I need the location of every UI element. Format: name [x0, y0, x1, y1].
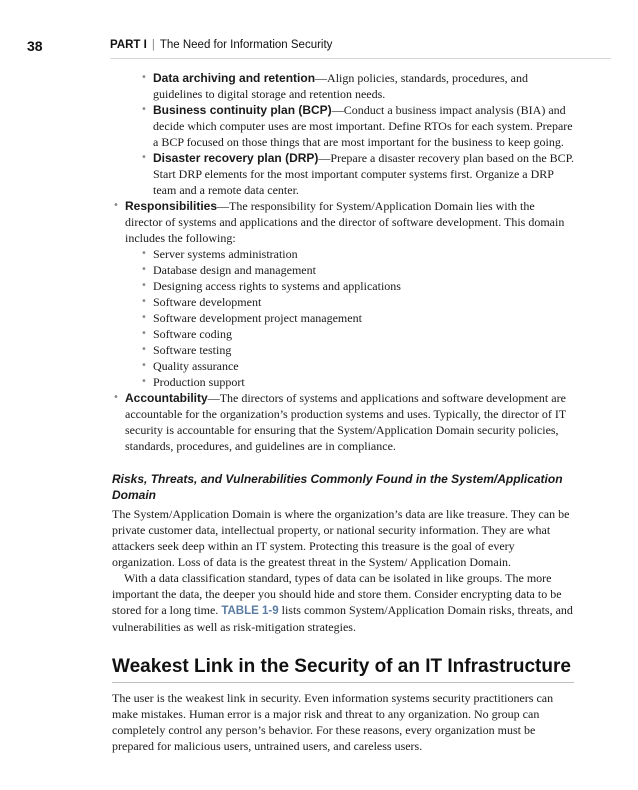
table-reference-link[interactable]: TABLE 1-9 — [221, 605, 279, 617]
bullet-icon: • — [141, 328, 147, 339]
bullet-icon: • — [141, 72, 147, 83]
list-item — [140, 246, 574, 262]
responsibilities-sublist — [125, 246, 574, 390]
list-item — [140, 374, 574, 390]
risks-paragraph-2-end: lists common System/Application Domain risks, threats, and vulnerabilities as well as risk-mitigation strategies. — [112, 603, 573, 634]
list-item-text: Database design and management — [153, 263, 316, 277]
list-item-text: Software coding — [153, 327, 232, 341]
risks-paragraph-2-start: With a data classification standard, types of data can be isolated in like groups. The more important the data, the deeper you should hide and store them. Consider encrypting data to be stored for a long time. — [112, 571, 562, 617]
list-item — [140, 310, 574, 326]
bullet-term: Business continuity plan (BCP) — [153, 103, 332, 117]
bullet-term: Data archiving and retention — [153, 71, 316, 85]
list-item-text: Server systems administration — [153, 247, 298, 261]
page-content — [112, 70, 574, 754]
bullet-icon: • — [141, 248, 147, 259]
responsibilities-term: Responsibilities — [125, 199, 218, 213]
bullet-icon: • — [141, 344, 147, 355]
bullet-icon: • — [141, 376, 147, 387]
list-item-responsibilities — [112, 198, 574, 390]
list-item — [140, 262, 574, 278]
risks-subheading: Risks, Threats, and Vulnerabilities Commonly Found in the System/Application Domain — [112, 472, 563, 502]
list-item-text: Quality assurance — [153, 359, 239, 373]
part-label: PART I — [110, 39, 147, 51]
list-item — [140, 294, 574, 310]
risks-paragraph-2 — [112, 570, 574, 635]
list-item — [140, 278, 574, 294]
accountability-term: Accountability — [125, 391, 208, 405]
bullet-text: —Prepare a disaster recovery plan based on the BCP. Start DRP elements for the most important computer systems first. Organize a DRP team and a remote data center. — [153, 151, 574, 197]
section-heading: Weakest Link in the Security of an IT Infrastructure — [112, 656, 574, 683]
list-item-text: Software development — [153, 295, 262, 309]
header-separator: | — [151, 39, 155, 51]
bullet-term: Disaster recovery plan (DRP) — [153, 151, 319, 165]
bullet-icon: • — [141, 312, 147, 323]
weakest-link-paragraph: The user is the weakest link in security. Even information systems security practitioners can make mistakes. Human error is a major risk and threat to any organization. No group can completely control any person’s behavior. For these reasons, every organization must be prepared for malicious users, untrained users, and careless users. — [112, 691, 554, 753]
bullet-text: —Align policies, standards, procedures, and guidelines to digital storage and retention needs. — [153, 71, 528, 101]
running-head — [110, 39, 332, 51]
list-item-accountability — [112, 390, 574, 454]
main-bullet-list — [112, 198, 574, 454]
bullet-icon: • — [113, 392, 119, 403]
list-item — [140, 102, 574, 150]
bullet-text: —Conduct a business impact analysis (BIA) and decide which computer uses are most important. Define RTOs for each system. Prepare a BCP focused on those things that are most important for the business to keep going. — [153, 103, 573, 149]
bullet-icon: • — [141, 104, 147, 115]
list-item-text: Software testing — [153, 343, 232, 357]
bullet-icon: • — [141, 280, 147, 291]
list-item — [140, 358, 574, 374]
list-item-text: Software development project management — [153, 311, 362, 325]
bullet-icon: • — [141, 360, 147, 371]
bullet-icon: • — [141, 152, 147, 163]
responsibilities-text: —The responsibility for System/Application Domain lies with the director of systems and applications and the director of software development. This domain includes the following: — [125, 199, 565, 245]
list-item-text: Designing access rights to systems and applications — [153, 279, 401, 293]
page-number: 38 — [27, 38, 43, 54]
accountability-text: —The directors of systems and applications and software development are accountable for the organization’s production systems and uses. Typically, the director of IT security is accountable for ensuring that the System/Application Domain security policies, standards, procedures, and guidelines are in compliance. — [125, 391, 566, 453]
risks-paragraph-1: The System/Application Domain is where the organization’s data are like treasure. They can be private customer data, intellectual property, or national security information. They are what attackers seek deep within an IT system. Protecting this treasure is the goal of every organization. Loss of data is the greatest threat in the System/ Application Domain. — [112, 507, 570, 569]
continued-bullet-list — [112, 70, 574, 198]
bullet-icon: • — [141, 264, 147, 275]
bullet-icon: • — [113, 200, 119, 211]
part-title: The Need for Information Security — [159, 39, 333, 51]
bullet-icon: • — [141, 296, 147, 307]
list-item — [140, 70, 574, 102]
header-rule — [110, 58, 611, 59]
list-item — [140, 326, 574, 342]
list-item — [140, 342, 574, 358]
list-item-text: Production support — [153, 375, 245, 389]
list-item — [140, 150, 574, 198]
